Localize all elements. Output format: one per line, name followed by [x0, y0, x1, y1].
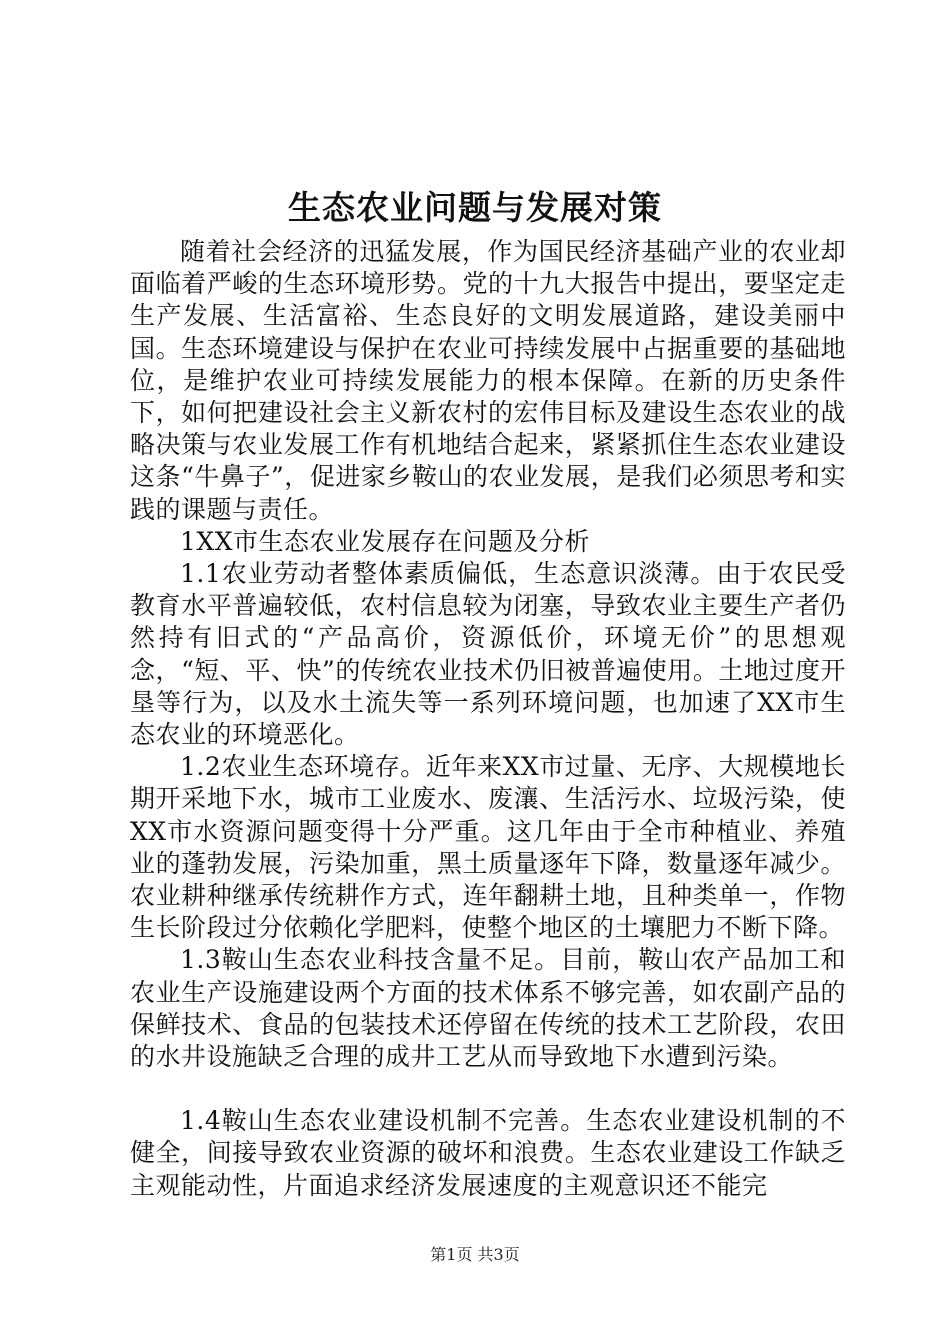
section-1-3-paragraph: 1.3鞍山生态农业科技含量不足。目前，鞍山农产品加工和农业生产设施建设两个方面的技术体系不够完善，如农副产品的保鲜技术、食品的包装技术还停留在传统的技术工艺阶段，农田的水井设施缺乏合理的成井工艺从而导致地下水遭到污染。	[130, 945, 846, 1072]
section-1-4-paragraph: 1.4鞍山生态农业建设机制不完善。生态农业建设机制的不健全，间接导致农业资源的破坏和浪费。生态农业建设工作缺乏主观能动性，片面追求经济发展速度的主观意识还不能完	[130, 1106, 846, 1200]
section-1-2-paragraph: 1.2农业生态环境存。近年来XX市过量、无序、大规模地长期开采地下水，城市工业废水、废瀼、生活污水、垃圾污染，使XX市水资源问题变得十分严重。这几年由于全市种植业、养殖业的蓬勃发展，污染加重，黑土质量逐年下降，数量逐年减少。农业耕种继承传统耕作方式，连年翻耕土地，且种类单一，作物生长阶段过分依赖化学肥料，使整个地区的土壤肥力不断下降。	[130, 752, 846, 943]
page-number: 第1页 共3页	[430, 1245, 520, 1264]
section-heading: 1XX市生态农业发展存在问题及分析	[180, 526, 591, 556]
document-title: 生态农业问题与发展对策	[288, 188, 662, 227]
document-body	[130, 236, 846, 1202]
intro-paragraph: 随着社会经济的迅猛发展，作为国民经济基础产业的农业却面临着严峻的生态环境形势。党的十九大报告中提出，要坚定走生产发展、生活富裕、生态良好的文明发展道路，建设美丽中国。生态环境建设与保护在农业可持续发展中占据重要的基础地位，是维护农业可持续发展能力的根本保障。在新的历史条件下，如何把建设社会主义新农村的宏伟目标及建设生态农业的战略决策与农业发展工作有机地结合起来，紧紧抓住生态农业建设这条“牛鼻子”，促进家乡鞍山的农业发展，是我们必须思考和实践的课题与责任。	[130, 237, 846, 524]
section-1-1-paragraph: 1.1农业劳动者整体素质偏低，生态意识淡薄。由于农民受教育水平普遍较低，农村信息较为闭塞，导致农业主要生产者仍然持有旧式的“产品高价，资源低价，环境无价”的思想观念，“短、平、快”的传统农业技术仍旧被普遍使用。土地过度开垦等行为，以及水土流失等一系列环境问题，也加速了XX市生态农业的环境恶化。	[130, 559, 846, 750]
